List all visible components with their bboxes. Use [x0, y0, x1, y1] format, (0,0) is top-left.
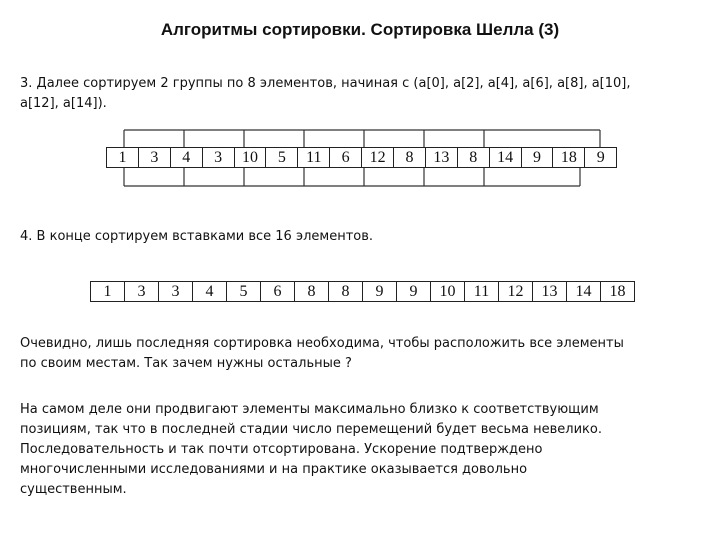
- array-cell: 6: [261, 281, 295, 302]
- array-cell: 5: [266, 147, 298, 168]
- array-cell: 14: [567, 281, 601, 302]
- array-cell: 11: [298, 147, 330, 168]
- array-cell: 8: [458, 147, 490, 168]
- array-cell: 9: [363, 281, 397, 302]
- array-cell: 8: [394, 147, 426, 168]
- array-cell: 1: [91, 281, 125, 302]
- array-step4: [90, 281, 635, 302]
- array-cell: 9: [522, 147, 554, 168]
- array-cell: 10: [235, 147, 267, 168]
- paragraph-2: На самом деле они продвигают элементы максимально близко к соответствующим позициям, так что в последней стадии число перемещений будет весьма невелико. Последовательность и так почти отсортирована. Ускорение подтверждено многочисленными исследованиями и на практике оказывается довольно существенным.: [20, 402, 602, 497]
- array-cell: 9: [397, 281, 431, 302]
- array-cell: 8: [329, 281, 363, 302]
- array-cell: 1: [107, 147, 139, 168]
- array-cell: 11: [465, 281, 499, 302]
- array-cell: 14: [490, 147, 522, 168]
- array-cell: 3: [159, 281, 193, 302]
- array-cell: 18: [601, 281, 635, 302]
- array-cell: 13: [426, 147, 458, 168]
- array-cell: 3: [125, 281, 159, 302]
- array-cell: 18: [553, 147, 585, 168]
- array-cell: 12: [362, 147, 394, 168]
- array-cell: 8: [295, 281, 329, 302]
- array-cell: 5: [227, 281, 261, 302]
- array-cell: 10: [431, 281, 465, 302]
- array-cell: 13: [533, 281, 567, 302]
- page-title: Алгоритмы сортировки. Сортировка Шелла (3): [160, 20, 560, 39]
- array-cell: 12: [499, 281, 533, 302]
- array-cell: 9: [585, 147, 617, 168]
- array-cell: 4: [171, 147, 203, 168]
- array-cell: 3: [203, 147, 235, 168]
- step4-text: 4. В конце сортируем вставками все 16 элементов.: [20, 229, 374, 244]
- array-cell: 4: [193, 281, 227, 302]
- array-cell: 3: [139, 147, 171, 168]
- step3-text: 3. Далее сортируем 2 группы по 8 элементов, начиная с (a[0], a[2], a[4], a[6], a[8], a[10], a[12], a[14]).: [20, 76, 631, 111]
- paragraph-1: Очевидно, лишь последняя сортировка необходима, чтобы расположить все элементы по своим местам. Так зачем нужны остальные ?: [20, 336, 624, 371]
- array-step3: [106, 147, 617, 168]
- array-cell: 6: [330, 147, 362, 168]
